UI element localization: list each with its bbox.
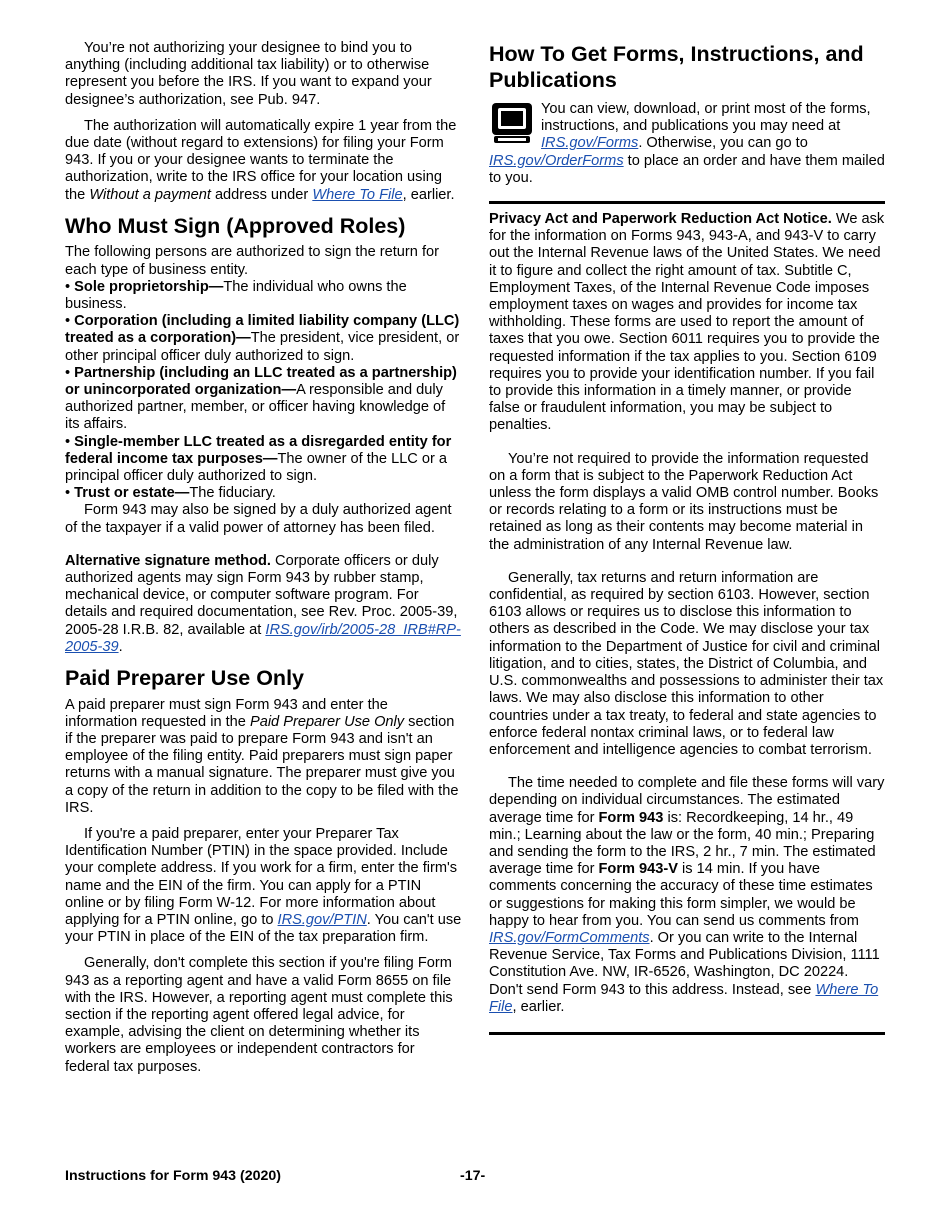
- bullet-corporation: • Corporation (including a limited liability company (LLC) treated as a corporation)—The president, vice president, or other principal officer duly authorized to sign.: [65, 313, 460, 364]
- omb-paragraph: You’re not required to provide the information requested on a form that is subject to the Paperwork Reduction Act unless the form displays a valid OMB control number. Books or records relating to a form or its instructions must be retained as long as their contents may become material in the administration of any Internal Revenue law.: [489, 450, 879, 553]
- forms-paragraph: You can view, download, or print most of the forms, instructions, and publications you may need at IRS.gov/Forms. Otherwise, you can go to IRS.gov/OrderForms to place an order and have them mailed to you.: [489, 101, 885, 186]
- footer-title: Instructions for Form 943 (2020): [65, 1168, 282, 1184]
- designee-paragraph: You’re not authorizing your designee to bind you to anything (including additional tax liability) or to otherwise represent you before the IRS. If you want to expand your designee’s authorization, see Pub. 947.: [65, 40, 432, 108]
- section-divider-top: [489, 201, 885, 204]
- section-divider-bottom: [489, 1032, 885, 1035]
- who-must-sign-heading: Who Must Sign (Approved Roles): [65, 213, 406, 238]
- paid-preparer-paragraph-1: A paid preparer must sign Form 943 and enter the information requested in the Paid Preparer Use Only section if the preparer was paid to prepare Form 943 and isn't an employee of the filing entity. Paid preparers must sign paper returns with a manual signature. The preparer must give you a copy of the return in addition to the copy to be filed with the IRS.: [65, 696, 459, 816]
- page-number: -17-: [460, 1168, 486, 1184]
- irs-order-forms-link[interactable]: IRS.gov/OrderForms: [489, 152, 624, 169]
- where-to-file-link-2[interactable]: Where To File: [489, 981, 879, 1015]
- rev-proc-link[interactable]: IRS.gov/irb/2005-28_IRB#RP-2005-39: [65, 621, 461, 655]
- forms-heading: How To Get Forms, Instructions, and Publications: [489, 42, 864, 92]
- bullet-partnership: • Partnership (including an LLC treated as a partnership) or unincorporated organization—A responsible and duly authorized partner, member, or officer having knowledge of its affairs.: [65, 364, 457, 433]
- time-estimate-paragraph: The time needed to complete and file these forms will vary depending on individual circumstances. The estimated average time for Form 943 is: Recordkeeping, 14 hr., 49 min.; Learning about the law or the form, 40 min.; Preparing and sending the form to the IRS, 2 hr., 7 min. The estimated average time for Form 943-V is 14 min. If you have comments concerning the accuracy of these time estimates or suggestions for making this form simpler, we would be happy to hear from you. You can send us comments from IRS.gov/FormComments. Or you can write to the Internal Revenue Service, Tax Forms and Publications Division, 1111 Constitution Ave. NW, IR-6526, Washington, DC 20224. Don't send Form 943 to this address. Instead, see Where To File, earlier.: [489, 775, 885, 1015]
- where-to-file-link[interactable]: Where To File: [312, 186, 403, 203]
- irs-forms-link[interactable]: IRS.gov/Forms: [541, 135, 639, 152]
- bullet-trust-estate: • Trust or estate—The fiduciary.: [65, 485, 276, 502]
- authorization-paragraph: The authorization will automatically expire 1 year from the due date (without regard to extensions) for filing your Form 943. If you or your designee wants to terminate the authorization, write to the IRS office for your location using the Without a payment address under Where To File, earlier.: [65, 117, 457, 203]
- privacy-act-paragraph: Privacy Act and Paperwork Reduction Act Notice. We ask for the information on Forms 943, 943-A, and 943-V to carry out the Internal Revenue laws of the United States. We need it to figure and collect the right amount of tax. Subtitle C, Employment Taxes, of the Internal Revenue Code imposes employment taxes on wages and provides for income tax withholding. These forms are used to report the amount of taxes that you owe. Section 6011 requires you to provide the requested information if the tax applies to you. Section 6109 requires you to provide your identification number. If you fail to provide this information in a timely manner, or provide false or fraudulent information, you may be subject to penalties.: [489, 211, 885, 434]
- paid-preparer-heading: Paid Preparer Use Only: [65, 666, 304, 690]
- computer-icon: [489, 103, 535, 145]
- who-intro: The following persons are authorized to sign the return for each type of business entity.: [65, 244, 439, 278]
- bullet-sole-proprietorship: • Sole proprietorship—The individual who owns the business.: [65, 278, 407, 312]
- ptin-link[interactable]: IRS.gov/PTIN: [277, 911, 367, 928]
- bullet-single-member-llc: • Single-member LLC treated as a disregarded entity for federal income tax purposes—The owner of the LLC or a principal officer duly authorized to sign.: [65, 433, 452, 484]
- left-column: [65, 40, 463, 1076]
- right-column: [489, 42, 885, 1035]
- agent-paragraph: Form 943 may also be signed by a duly authorized agent of the taxpayer if a valid power of attorney has been filed.: [65, 502, 452, 536]
- alternative-signature-paragraph: Alternative signature method. Corporate officers or duly authorized agents may sign Form 943 by rubber stamp, mechanical device, or computer software program. For details and required documentation, see Rev. Proc. 2005-39, 2005-28 I.R.B. 82, available at IRS.gov/irb/2005-28_IRB#RP-2005-39.: [65, 552, 461, 655]
- confidential-paragraph: Generally, tax returns and return information are confidential, as required by section 6103. However, section 6103 allows or requires us to disclose this information to others as described in the Code. We may disclose your tax information to the Department of Justice for civil and criminal litigation, and to cities, states, the District of Columbia, and U.S. commonwealths and possessions to administer their tax laws. We may also disclose this information to other countries under a tax treaty, to federal and state agencies to enforce federal nontax criminal laws, or to federal law enforcement and intelligence agencies to combat terrorism.: [489, 569, 884, 758]
- form-comments-link[interactable]: IRS.gov/FormComments: [489, 929, 650, 946]
- paid-preparer-paragraph-3: Generally, don't complete this section if you're filing Form 943 as a reporting agent and have a valid Form 8655 on file with the IRS. However, a reporting agent must complete this section if the reporting agent offered legal advice, for example, advising the client on determining whether its workers are employees or independent contractors for federal tax purposes.: [65, 955, 453, 1075]
- paid-preparer-paragraph-2: If you're a paid preparer, enter your Preparer Tax Identification Number (PTIN) in the space provided. Include your complete address. If you work for a firm, enter the firm's name and the EIN of the firm. You can apply for a PTIN online or by filing Form W-12. For more information about applying for a PTIN online, go to IRS.gov/PTIN. You can't use your PTIN in place of the EIN of the tax preparation firm.: [65, 825, 462, 946]
